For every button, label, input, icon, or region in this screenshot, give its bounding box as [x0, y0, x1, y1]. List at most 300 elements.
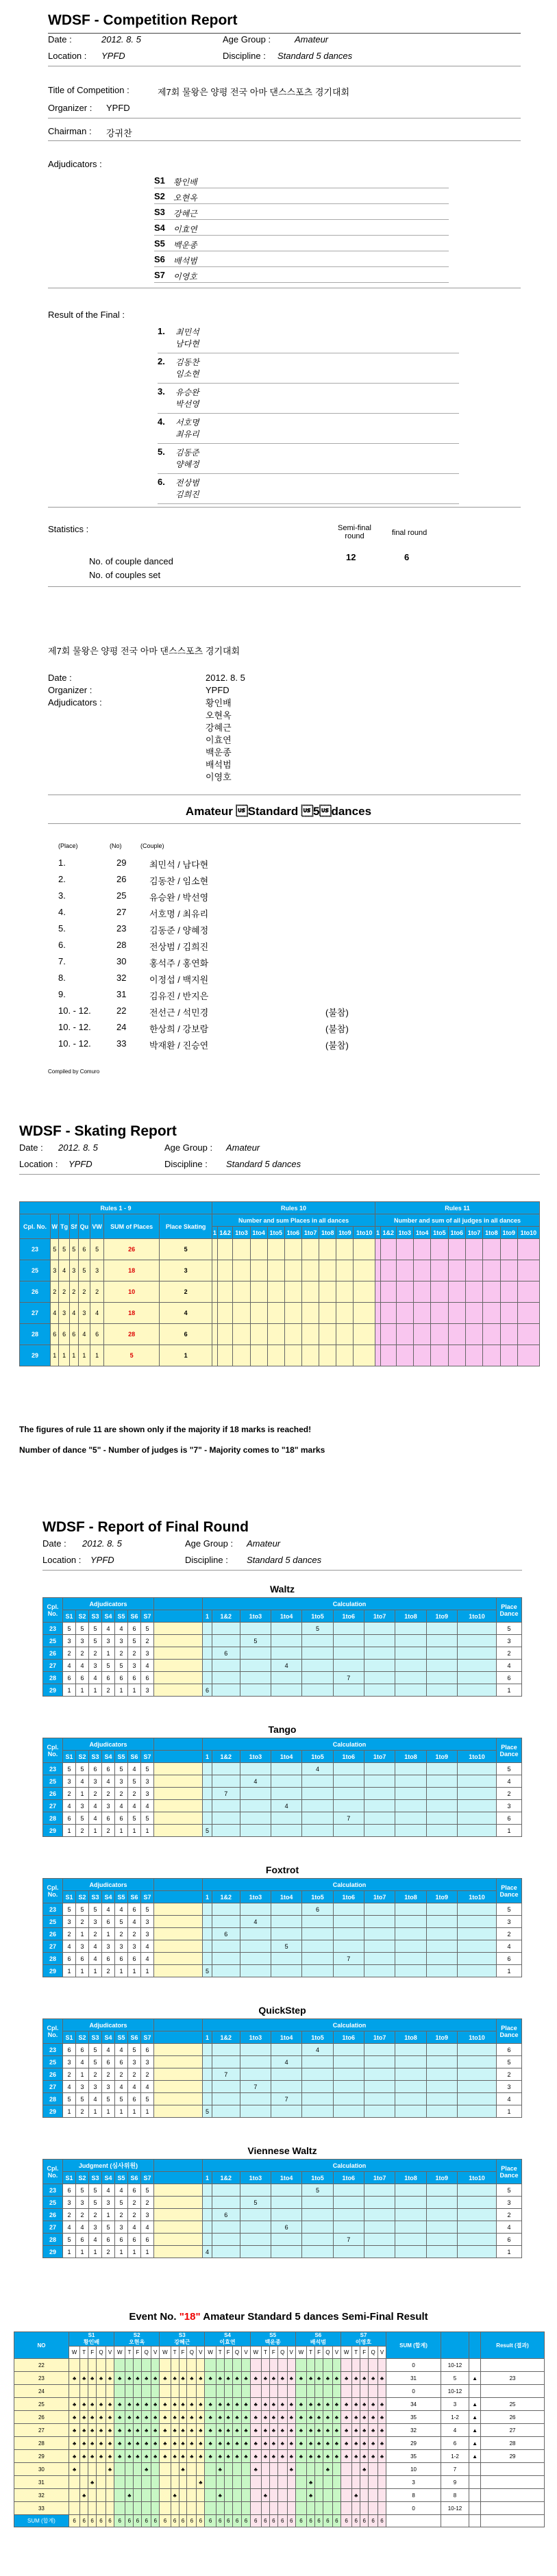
dance-letter: Q	[369, 2347, 378, 2359]
semi-mark: ♣	[269, 2450, 277, 2463]
semi-mark: ♣	[171, 2372, 179, 2385]
blank-head	[154, 1751, 203, 1763]
semi-mark: ♣	[216, 2372, 224, 2385]
calc-cell	[271, 2209, 301, 2221]
report-title: WDSF - Competition Report	[48, 12, 238, 28]
judge-mark: 2	[102, 2068, 115, 2081]
calc-cell: 7	[212, 2068, 240, 2081]
semi-judge-head	[250, 2332, 295, 2347]
semi-dot: ▲	[469, 2398, 481, 2411]
cpl-no: 26	[43, 2068, 63, 2081]
blank-cell	[154, 1825, 203, 1837]
semi-sum: 0	[386, 2385, 441, 2398]
dance-letter: F	[269, 2347, 277, 2359]
calc-cell	[395, 2068, 426, 2081]
place-dance: 5	[497, 2056, 522, 2068]
rule10-cell	[354, 1260, 375, 1281]
semi-mark	[269, 2463, 277, 2476]
rule11-cell	[375, 1303, 381, 1324]
dance-place: 4	[69, 1303, 78, 1324]
calc-cell	[240, 2068, 271, 2081]
semi-mark: ♣	[97, 2411, 106, 2424]
semi-mark: ♣	[269, 2411, 277, 2424]
calc-cell: 6	[302, 1903, 333, 1916]
final-result-row	[158, 384, 459, 414]
judge-sum: 6	[332, 2515, 341, 2527]
blank-head	[154, 2031, 203, 2044]
dance-row	[43, 2081, 522, 2093]
place-col-head: 1to3	[396, 1227, 413, 1239]
semi-mark: ♣	[250, 2450, 261, 2463]
calc-cell	[203, 1812, 212, 1825]
semi-title-post: Amateur Standard 5 dances Semi-Final Result	[203, 2311, 428, 2323]
judge-mark: 4	[115, 1903, 128, 1916]
result-couple: 김동찬 / 임소현	[149, 876, 209, 886]
semi-mark: ♣	[295, 2398, 306, 2411]
judge-sum: 6	[250, 2515, 261, 2527]
adjudicator-name: 오현옥	[206, 710, 232, 721]
location-value: YPFD	[101, 51, 125, 61]
adjudicators-head: Adjudicators	[63, 1598, 154, 1610]
judge-head: S7	[141, 2172, 154, 2184]
judge-mark: 6	[102, 1812, 115, 1825]
judge-head: S7	[141, 1891, 154, 1903]
semi-mark: ♣	[114, 2424, 125, 2437]
result-couple: 한상희 / 강보람	[149, 1024, 209, 1034]
calc-cell: 5	[240, 1635, 271, 1647]
semi-mark: ♣	[160, 2437, 171, 2450]
rule10-cell	[250, 1345, 267, 1366]
place-dance: 2	[497, 1788, 522, 1800]
rule11-cell	[500, 1345, 517, 1366]
rule10-cell	[354, 1324, 375, 1345]
skating-note-1: The figures of rule 11 are shown only if the majority if 18 marks is reached!	[19, 1425, 312, 1434]
judge-sum: 6	[205, 2515, 216, 2527]
place-col-head: 1to6	[284, 1227, 301, 1239]
calc-col-head: 1to10	[457, 1751, 496, 1763]
dance-letter: V	[197, 2347, 205, 2359]
semi-mark: ♣	[369, 2450, 378, 2463]
date-value: 2012. 8. 5	[101, 34, 141, 45]
skating-row	[20, 1260, 540, 1281]
semi-dot	[469, 2463, 481, 2476]
adjudicator-name: 이영호	[206, 772, 232, 782]
semi-judge-name: 황인배	[83, 2339, 100, 2345]
semi-mark	[125, 2502, 134, 2515]
judge-mark: 3	[141, 2056, 154, 2068]
semi-mark: ♣	[377, 2372, 386, 2385]
judge-mark: 5	[89, 1903, 102, 1916]
dance-table	[42, 2018, 522, 2118]
calc-cell	[333, 2221, 364, 2234]
final-place: 5.	[158, 447, 165, 457]
calc-cell	[212, 1916, 240, 1928]
semi-mark	[160, 2385, 171, 2398]
calc-cell	[364, 1953, 395, 1965]
calc-cell	[364, 2081, 395, 2093]
judge-mark: 1	[76, 2246, 89, 2258]
result-note: (불참)	[325, 1040, 349, 1051]
calc-cell	[457, 2056, 496, 2068]
dance-row	[43, 1940, 522, 1953]
rule10-cell	[212, 1345, 218, 1366]
semi-mark: ♣	[142, 2463, 151, 2476]
judge-sum: 6	[197, 2515, 205, 2527]
calc-cell	[457, 2093, 496, 2105]
place-dance: 3	[497, 2081, 522, 2093]
calc-cell	[426, 2209, 457, 2221]
semi-judge-head	[205, 2332, 250, 2347]
rule10-cell	[319, 1324, 336, 1345]
calc-cell	[271, 1647, 301, 1660]
rule11-cell	[431, 1260, 448, 1281]
semi-grid	[14, 2331, 545, 2527]
calc-cell	[395, 1623, 426, 1635]
judge-mark: 6	[115, 2056, 128, 2068]
calc-cell	[426, 1775, 457, 1788]
result-couple: 이정섭 / 백지원	[149, 975, 209, 985]
judge-head: S3	[89, 1891, 102, 1903]
dance-letter: V	[151, 2347, 160, 2359]
semi-mark: ♣	[250, 2411, 261, 2424]
semi-mark: ♣	[315, 2424, 323, 2437]
rule10-cell	[267, 1324, 284, 1345]
cpl-no: 23	[43, 1763, 63, 1775]
calc-cell	[302, 2221, 333, 2234]
semi-mark	[205, 2385, 216, 2398]
dance-letter: W	[205, 2347, 216, 2359]
semi-mark: ♣	[151, 2398, 160, 2411]
semi-mark	[242, 2463, 250, 2476]
place-col-head: 1to7	[302, 1227, 319, 1239]
semi-row	[14, 2450, 545, 2463]
semi-mark	[224, 2502, 232, 2515]
judge-mark: 1	[115, 1825, 128, 1837]
semi-mark	[187, 2476, 197, 2489]
semi-mark	[315, 2502, 323, 2515]
semi-mark: ♣	[134, 2437, 142, 2450]
semi-mark: ♣	[352, 2489, 360, 2502]
rule10-cell	[217, 1324, 233, 1345]
dance-place: 1	[51, 1345, 59, 1366]
chairman-label: Chairman :	[48, 126, 92, 136]
place-col-head: 1&2	[217, 1227, 233, 1239]
semi-mark	[224, 2359, 232, 2372]
semi-mark: ♣	[352, 2424, 360, 2437]
cpl-no: 25	[43, 2056, 63, 2068]
result-place: 10. - 12.	[58, 1038, 91, 1049]
result-couple: 유승완 / 박선영	[149, 892, 209, 903]
judge-head: S6	[128, 2031, 141, 2044]
final-couple-name: 최유리	[175, 429, 199, 439]
judge-mark: 6	[63, 1672, 76, 1684]
calc-cell: 5	[302, 1623, 333, 1635]
calc-cell	[212, 2197, 240, 2209]
calc-cell	[457, 2068, 496, 2081]
semi-mark	[160, 2489, 171, 2502]
judge-mark: 4	[76, 1775, 89, 1788]
judge-sum: 6	[224, 2515, 232, 2527]
calc-head: Calculation	[203, 2160, 497, 2172]
calc-cell	[271, 1672, 301, 1684]
calc-cell	[364, 1623, 395, 1635]
semi-mark	[69, 2359, 79, 2372]
judge-mark: 2	[63, 2068, 76, 2081]
blank-head	[154, 1891, 203, 1903]
semi-mark: ♣	[277, 2411, 287, 2424]
semi-mark: ♣	[187, 2450, 197, 2463]
semi-mark	[125, 2463, 134, 2476]
adjudicators-head: Adjudicators	[63, 1879, 154, 1891]
dance-letter: W	[114, 2347, 125, 2359]
adjudicator-name: 오현옥	[173, 193, 197, 203]
rule11-cell	[375, 1260, 381, 1281]
dance-letter: T	[171, 2347, 179, 2359]
judge-sum: 6	[134, 2515, 142, 2527]
calc-cell	[203, 1763, 212, 1775]
judge-head: S5	[115, 2031, 128, 2044]
adjudicator-row	[154, 267, 449, 283]
judge-mark: 2	[63, 1788, 76, 1800]
calc-cell	[203, 2221, 212, 2234]
blank-cell	[154, 2068, 203, 2081]
semi-mark	[277, 2489, 287, 2502]
rule10-cell	[284, 1281, 301, 1303]
calc-cell	[302, 2105, 333, 2118]
calc-cell	[212, 2105, 240, 2118]
dance-row	[43, 1965, 522, 1977]
calc-cell	[457, 1660, 496, 1672]
calc-cell	[395, 1953, 426, 1965]
calc-col-head: 1to7	[364, 1891, 395, 1903]
semi-row	[14, 2463, 545, 2476]
dance-name: Tango	[268, 1724, 297, 1735]
calc-cell	[203, 1800, 212, 1812]
rule10-cell	[233, 1281, 250, 1303]
rule10-cell	[302, 1260, 319, 1281]
result-place: 4.	[58, 907, 66, 917]
calc-cell	[271, 2246, 301, 2258]
place-col-head: 1to10	[354, 1227, 375, 1239]
calc-cell	[240, 1825, 271, 1837]
calc-cell	[212, 1623, 240, 1635]
rule10-cell	[336, 1281, 354, 1303]
place-col-head: 1&2	[380, 1227, 396, 1239]
semi-mark: ♣	[224, 2372, 232, 2385]
rule10-cell	[284, 1345, 301, 1366]
cpl-no: 28	[43, 1672, 63, 1684]
semi-mark	[197, 2359, 205, 2372]
calc-cell	[302, 2056, 333, 2068]
semi-judge-head	[295, 2332, 341, 2347]
dance-place: 6	[59, 1324, 69, 1345]
calc-cell	[364, 2068, 395, 2081]
judge-mark: 3	[89, 1775, 102, 1788]
final-place: 1.	[158, 326, 165, 336]
rule11-cell	[465, 1260, 482, 1281]
dance-place: 2	[59, 1281, 69, 1303]
judge-mark: 5	[89, 1623, 102, 1635]
semi-mark	[97, 2489, 106, 2502]
judge-mark: 5	[115, 1916, 128, 1928]
semi-mark: ♣	[277, 2450, 287, 2463]
dance-letter: W	[341, 2347, 351, 2359]
results-adjudicator-names	[206, 697, 232, 784]
adjudicator-name: 이영호	[173, 272, 197, 282]
semi-mark: ♣	[323, 2398, 332, 2411]
calc-cell	[203, 1903, 212, 1916]
judge-mark: 3	[63, 1635, 76, 1647]
semi-mark: ♣	[261, 2450, 269, 2463]
place-dance: 2	[497, 1928, 522, 1940]
semi-mark	[269, 2476, 277, 2489]
adjudicators-head: Adjudicators	[63, 1738, 154, 1751]
semi-mark: ♣	[179, 2372, 187, 2385]
calc-cell	[333, 1800, 364, 1812]
dance-table	[42, 2159, 522, 2258]
adjudicators-label: Adjudicators :	[48, 159, 102, 169]
judge-mark: 4	[102, 1903, 115, 1916]
judge-mark: 5	[141, 1812, 154, 1825]
semi-mark: ♣	[197, 2424, 205, 2437]
judge-mark: 6	[128, 2093, 141, 2105]
judge-mark: 4	[141, 1953, 154, 1965]
judge-mark: 3	[141, 1684, 154, 1697]
calc-cell	[426, 1684, 457, 1697]
final-couple-name: 최민석	[175, 327, 199, 337]
judge-mark: 3	[89, 2221, 102, 2234]
rules19-head: Rules 1 - 9	[20, 1202, 212, 1214]
semi-dot: ▲	[469, 2372, 481, 2385]
judge-mark: 6	[102, 1916, 115, 1928]
sk-date: 2012. 8. 5	[58, 1142, 98, 1153]
calc-cell: 5	[203, 1965, 212, 1977]
calc-cell	[271, 2184, 301, 2197]
semi-mark	[269, 2359, 277, 2372]
semi-mark	[224, 2476, 232, 2489]
adjudicator-list	[154, 173, 449, 283]
calc-cell	[457, 1953, 496, 1965]
cpl-no: 26	[43, 1788, 63, 1800]
semi-mark	[179, 2359, 187, 2372]
semi-mark	[315, 2489, 323, 2502]
semi-mark	[377, 2476, 386, 2489]
fr-discipline-label: Discipline :	[185, 1555, 228, 1565]
calc-cell	[426, 1965, 457, 1977]
result-number: 22	[116, 1005, 127, 1016]
dance-letter: F	[134, 2347, 142, 2359]
calc-col-head: 1	[203, 1751, 212, 1763]
place-dance: 5	[497, 1903, 522, 1916]
rule10-cell	[233, 1303, 250, 1324]
semi-mark	[142, 2476, 151, 2489]
semi-mark	[307, 2502, 315, 2515]
semi-mark	[369, 2489, 378, 2502]
judge-mark: 4	[102, 2184, 115, 2197]
sum-places: 28	[104, 1324, 160, 1345]
col-couple-head: (Couple)	[140, 842, 164, 849]
result-row	[48, 889, 459, 905]
calc-cell	[395, 1800, 426, 1812]
judge-head: S3	[89, 1610, 102, 1623]
semi-mark	[323, 2476, 332, 2489]
judge-mark: 6	[89, 1763, 102, 1775]
semi-mark: ♣	[332, 2411, 341, 2424]
final-count: 6	[404, 552, 410, 562]
calc-cell	[364, 2105, 395, 2118]
result-row	[48, 1021, 459, 1037]
judge-mark: 2	[102, 1684, 115, 1697]
calc-cell	[395, 1916, 426, 1928]
rule11-cell	[500, 1303, 517, 1324]
calc-cell	[212, 2221, 240, 2234]
rules10-sub: Number and sum Places in all dances	[212, 1214, 375, 1227]
calc-cell	[302, 2081, 333, 2093]
calc-cell	[395, 2246, 426, 2258]
calc-cell	[426, 1953, 457, 1965]
cpl-no: 28	[43, 1812, 63, 1825]
calc-cell	[395, 2081, 426, 2093]
semi-mark: ♣	[197, 2372, 205, 2385]
semi-mark	[295, 2359, 306, 2372]
semi-mark	[114, 2385, 125, 2398]
semi-mark: ♣	[106, 2450, 114, 2463]
semi-mark: ♣	[80, 2424, 88, 2437]
judge-mark: 6	[102, 1763, 115, 1775]
semi-mark	[341, 2476, 351, 2489]
calc-cell	[457, 1672, 496, 1684]
semi-mark: ♣	[232, 2411, 242, 2424]
judge-head: S5	[115, 1891, 128, 1903]
semi-mark: ♣	[142, 2450, 151, 2463]
calc-cell	[212, 1660, 240, 1672]
semi-mark	[295, 2463, 306, 2476]
semi-mark: ♣	[216, 2437, 224, 2450]
rule11-cell	[396, 1303, 413, 1324]
semi-sum: 31	[386, 2372, 441, 2385]
fr-location: YPFD	[90, 1555, 114, 1565]
rule11-cell	[465, 1345, 482, 1366]
judge-head: S1	[63, 1751, 76, 1763]
calc-cell	[302, 2234, 333, 2246]
result-row	[48, 873, 459, 889]
semi-mark: ♣	[352, 2450, 360, 2463]
result-place: 5.	[58, 923, 66, 934]
semi-mark: ♣	[171, 2450, 179, 2463]
rule10-cell	[336, 1239, 354, 1260]
place-dance: 3	[497, 1635, 522, 1647]
judge-mark: 3	[141, 2209, 154, 2221]
judge-mark: 2	[141, 2068, 154, 2081]
calc-cell	[333, 2209, 364, 2221]
calc-col-head: 1to5	[302, 1610, 333, 1623]
semi-mark	[142, 2502, 151, 2515]
place-skating: 2	[160, 1281, 212, 1303]
dance-row	[43, 1903, 522, 1916]
semi-row	[14, 2489, 545, 2502]
cpl-no: 29	[43, 1825, 63, 1837]
calc-col-head: 1to10	[457, 2172, 496, 2184]
dance-place: 5	[78, 1260, 90, 1281]
rule11-cell	[396, 1324, 413, 1345]
judge-mark: 1	[89, 2246, 102, 2258]
result-couple: 박재환 / 진승연	[149, 1040, 209, 1051]
calc-cell	[364, 1940, 395, 1953]
semi-judge-name: 강혜근	[174, 2339, 190, 2345]
judge-head: S2	[76, 1610, 89, 1623]
dance-row	[43, 1812, 522, 1825]
semi-mark: ♣	[97, 2424, 106, 2437]
